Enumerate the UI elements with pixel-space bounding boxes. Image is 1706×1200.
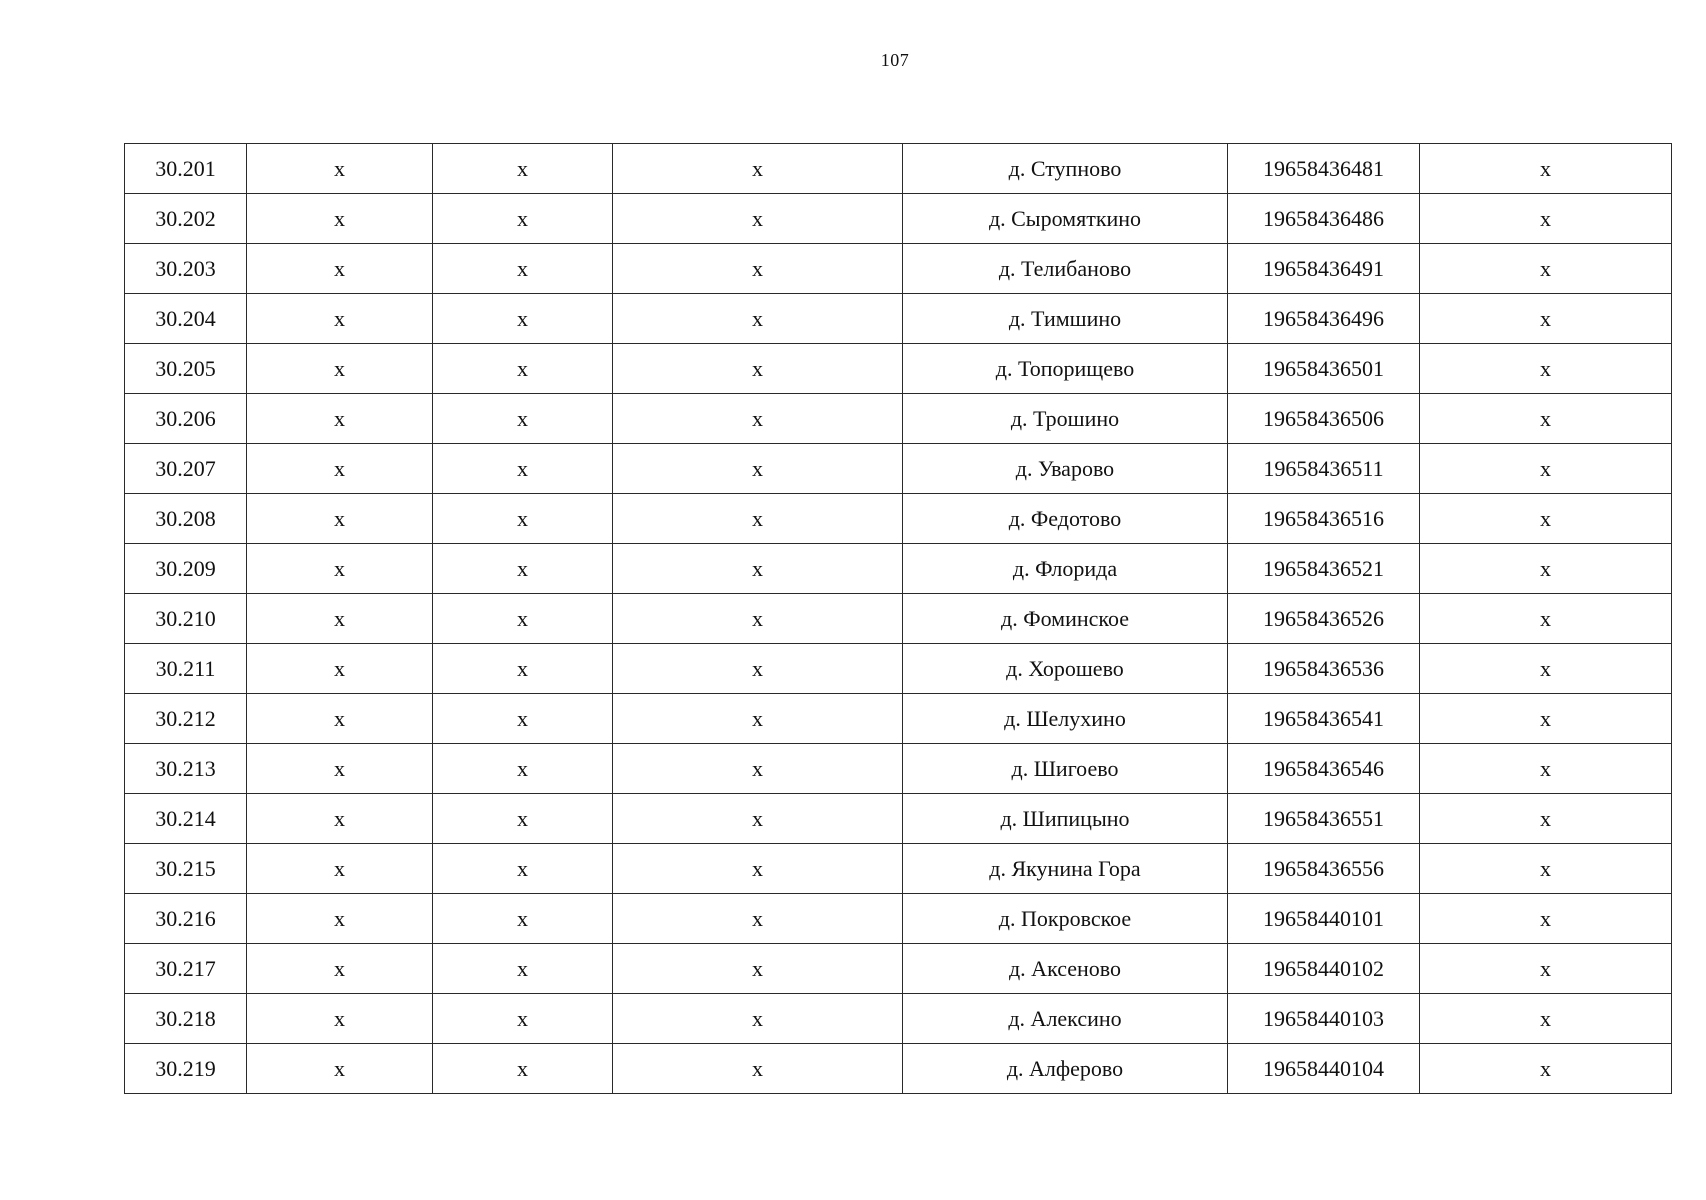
settlement-name-cell: д. Хорошево: [903, 644, 1228, 694]
row-number-cell: 30.208: [125, 494, 247, 544]
oktmo-code-cell: 19658436491: [1228, 244, 1420, 294]
mark-cell: х: [247, 244, 433, 294]
row-number-cell: 30.217: [125, 944, 247, 994]
mark-cell: х: [247, 694, 433, 744]
settlement-name-cell: д. Шелухино: [903, 694, 1228, 744]
row-number-cell: 30.206: [125, 394, 247, 444]
oktmo-code-cell: 19658440103: [1228, 994, 1420, 1044]
row-number-cell: 30.203: [125, 244, 247, 294]
mark-cell: х: [613, 144, 903, 194]
row-number-cell: 30.219: [125, 1044, 247, 1094]
mark-cell: х: [433, 944, 613, 994]
mark-cell: х: [433, 394, 613, 444]
mark-cell: х: [613, 544, 903, 594]
table-row: [125, 744, 1672, 794]
oktmo-code-cell: 19658436511: [1228, 444, 1420, 494]
row-number-cell: 30.204: [125, 294, 247, 344]
settlement-name-cell: д. Покровское: [903, 894, 1228, 944]
mark-cell: х: [433, 894, 613, 944]
mark-cell: х: [433, 644, 613, 694]
mark-cell: х: [613, 394, 903, 444]
mark-cell: х: [247, 594, 433, 644]
oktmo-code-cell: 19658436526: [1228, 594, 1420, 644]
mark-cell: х: [433, 994, 613, 1044]
page-number: 107: [880, 50, 910, 70]
settlement-name-cell: д. Фоминское: [903, 594, 1228, 644]
oktmo-code-cell: 19658436496: [1228, 294, 1420, 344]
mark-cell: х: [433, 1044, 613, 1094]
row-number-cell: 30.209: [125, 544, 247, 594]
table-row: [125, 594, 1672, 644]
mark-cell: х: [613, 944, 903, 994]
mark-cell: х: [247, 344, 433, 394]
oktmo-code-cell: 19658436556: [1228, 844, 1420, 894]
settlement-name-cell: д. Флорида: [903, 544, 1228, 594]
mark-cell: х: [613, 344, 903, 394]
oktmo-code-cell: 19658436481: [1228, 144, 1420, 194]
mark-cell: х: [433, 444, 613, 494]
settlement-name-cell: д. Алферово: [903, 1044, 1228, 1094]
row-number-cell: 30.215: [125, 844, 247, 894]
table-row: [125, 694, 1672, 744]
table-row: [125, 794, 1672, 844]
mark-cell: х: [613, 894, 903, 944]
settlement-name-cell: д. Тимшино: [903, 294, 1228, 344]
mark-cell: х: [613, 644, 903, 694]
mark-cell: х: [1420, 294, 1672, 344]
mark-cell: х: [613, 694, 903, 744]
row-number-cell: 30.218: [125, 994, 247, 1044]
row-number-cell: 30.201: [125, 144, 247, 194]
table-row: [125, 344, 1672, 394]
mark-cell: х: [1420, 194, 1672, 244]
oktmo-code-cell: 19658436521: [1228, 544, 1420, 594]
settlement-name-cell: д. Сыромяткино: [903, 194, 1228, 244]
mark-cell: х: [613, 294, 903, 344]
mark-cell: х: [1420, 594, 1672, 644]
oktmo-code-cell: 19658436501: [1228, 344, 1420, 394]
oktmo-code-cell: 19658436536: [1228, 644, 1420, 694]
row-number-cell: 30.216: [125, 894, 247, 944]
row-number-cell: 30.212: [125, 694, 247, 744]
mark-cell: х: [247, 744, 433, 794]
table-row: [125, 544, 1672, 594]
settlement-name-cell: д. Трошино: [903, 394, 1228, 444]
settlement-name-cell: д. Шигоево: [903, 744, 1228, 794]
mark-cell: х: [1420, 644, 1672, 694]
mark-cell: х: [1420, 844, 1672, 894]
settlement-name-cell: д. Аксеново: [903, 944, 1228, 994]
oktmo-code-cell: 19658440104: [1228, 1044, 1420, 1094]
mark-cell: х: [1420, 944, 1672, 994]
mark-cell: х: [613, 194, 903, 244]
table-row: [125, 294, 1672, 344]
mark-cell: х: [613, 594, 903, 644]
mark-cell: х: [1420, 444, 1672, 494]
settlements-table: [124, 143, 1672, 1094]
mark-cell: х: [247, 294, 433, 344]
oktmo-code-cell: 19658436506: [1228, 394, 1420, 444]
mark-cell: х: [433, 544, 613, 594]
mark-cell: х: [247, 844, 433, 894]
table-row: [125, 244, 1672, 294]
settlement-name-cell: д. Телибаново: [903, 244, 1228, 294]
mark-cell: х: [613, 744, 903, 794]
table-row: [125, 894, 1672, 944]
mark-cell: х: [247, 444, 433, 494]
settlement-name-cell: д. Топорищево: [903, 344, 1228, 394]
mark-cell: х: [433, 694, 613, 744]
mark-cell: х: [1420, 544, 1672, 594]
oktmo-code-cell: 19658436551: [1228, 794, 1420, 844]
table-body: [125, 144, 1672, 1094]
mark-cell: х: [613, 444, 903, 494]
mark-cell: х: [433, 844, 613, 894]
row-number-cell: 30.207: [125, 444, 247, 494]
mark-cell: х: [1420, 894, 1672, 944]
mark-cell: х: [613, 994, 903, 1044]
oktmo-code-cell: 19658436546: [1228, 744, 1420, 794]
table-row: [125, 644, 1672, 694]
table-row: [125, 1044, 1672, 1094]
mark-cell: х: [613, 794, 903, 844]
mark-cell: х: [1420, 344, 1672, 394]
mark-cell: х: [433, 294, 613, 344]
table-row: [125, 194, 1672, 244]
mark-cell: х: [1420, 394, 1672, 444]
settlement-name-cell: д. Федотово: [903, 494, 1228, 544]
table-row: [125, 394, 1672, 444]
mark-cell: х: [247, 894, 433, 944]
mark-cell: х: [613, 1044, 903, 1094]
mark-cell: х: [1420, 744, 1672, 794]
settlement-name-cell: д. Якунина Гора: [903, 844, 1228, 894]
mark-cell: х: [1420, 244, 1672, 294]
mark-cell: х: [433, 194, 613, 244]
mark-cell: х: [613, 844, 903, 894]
row-number-cell: 30.202: [125, 194, 247, 244]
mark-cell: х: [1420, 794, 1672, 844]
settlement-name-cell: д. Шипицыно: [903, 794, 1228, 844]
mark-cell: х: [247, 394, 433, 444]
settlement-name-cell: д. Ступново: [903, 144, 1228, 194]
mark-cell: х: [433, 144, 613, 194]
row-number-cell: 30.213: [125, 744, 247, 794]
mark-cell: х: [613, 244, 903, 294]
oktmo-code-cell: 19658440102: [1228, 944, 1420, 994]
table-row: [125, 144, 1672, 194]
table-row: [125, 844, 1672, 894]
mark-cell: х: [433, 744, 613, 794]
mark-cell: х: [433, 594, 613, 644]
mark-cell: х: [1420, 494, 1672, 544]
mark-cell: х: [247, 794, 433, 844]
table-row: [125, 444, 1672, 494]
mark-cell: х: [433, 794, 613, 844]
mark-cell: х: [247, 194, 433, 244]
oktmo-code-cell: 19658440101: [1228, 894, 1420, 944]
oktmo-code-cell: 19658436516: [1228, 494, 1420, 544]
mark-cell: х: [247, 994, 433, 1044]
mark-cell: х: [1420, 694, 1672, 744]
mark-cell: х: [433, 244, 613, 294]
mark-cell: х: [433, 494, 613, 544]
mark-cell: х: [1420, 144, 1672, 194]
row-number-cell: 30.211: [125, 644, 247, 694]
mark-cell: х: [433, 344, 613, 394]
oktmo-code-cell: 19658436486: [1228, 194, 1420, 244]
table-row: [125, 494, 1672, 544]
mark-cell: х: [247, 1044, 433, 1094]
table-row: [125, 994, 1672, 1044]
row-number-cell: 30.205: [125, 344, 247, 394]
mark-cell: х: [247, 544, 433, 594]
mark-cell: х: [247, 494, 433, 544]
mark-cell: х: [1420, 1044, 1672, 1094]
mark-cell: х: [1420, 994, 1672, 1044]
mark-cell: х: [247, 144, 433, 194]
mark-cell: х: [613, 494, 903, 544]
oktmo-code-cell: 19658436541: [1228, 694, 1420, 744]
table-row: [125, 944, 1672, 994]
settlement-name-cell: д. Уварово: [903, 444, 1228, 494]
row-number-cell: 30.210: [125, 594, 247, 644]
row-number-cell: 30.214: [125, 794, 247, 844]
settlement-name-cell: д. Алексино: [903, 994, 1228, 1044]
mark-cell: х: [247, 644, 433, 694]
mark-cell: х: [247, 944, 433, 994]
